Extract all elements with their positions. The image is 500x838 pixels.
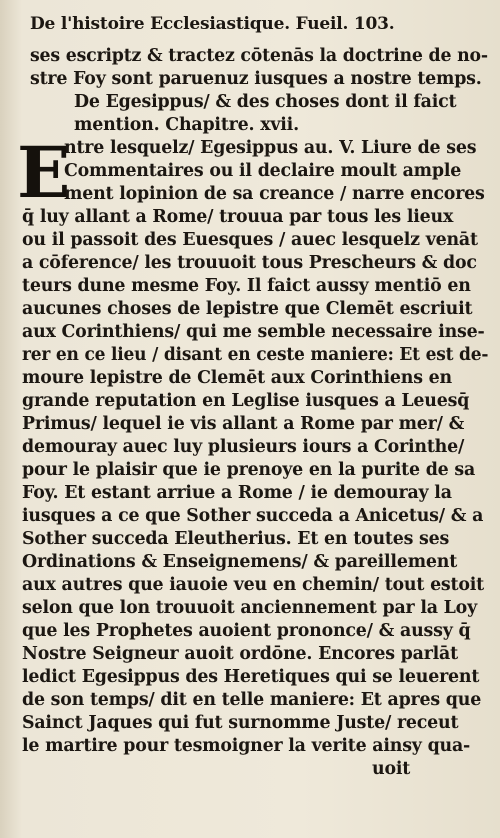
text-line: teurs dune mesme Foy. Il faict aussy mentiō en (22, 276, 471, 296)
drop-cap-initial: E (17, 131, 71, 214)
text-line: aucunes choses de lepistre que Clemēt escriuit (22, 299, 473, 319)
text-line: ou il passoit des Euesques / auec lesquelz venāt (22, 230, 478, 250)
text-line: moure lepistre de Clemēt aux Corinthiens en (22, 368, 452, 388)
text-line: Nostre Seigneur auoit ordōne. Encores parlāt (22, 644, 458, 664)
text-line: ledict Egesippus des Heretiques qui se leuerent (22, 667, 480, 687)
text-line: Commentaires ou il declaire moult ample (64, 161, 462, 181)
text-line: ntre lesquelz/ Egesippus au. V. Liure de ses (64, 138, 477, 158)
catchword: uoit (372, 759, 411, 779)
text-line: aux autres que iauoie veu en chemin/ tout estoit (22, 575, 484, 595)
text-line: aux Corinthiens/ qui me semble necessaire inse- (22, 322, 485, 342)
text-line: Sainct Jaques qui fut surnomme Juste/ receut (22, 713, 459, 733)
text-line: le martire pour tesmoigner la verite ainsy qua- (22, 736, 471, 756)
text-line: iusques a ce que Sother succeda a Anicetus/ & a (22, 506, 484, 526)
chapter-title: mention. Chapitre. xvii. (74, 115, 299, 135)
text-line: selon que lon trouuoit anciennement par la Loy (22, 598, 477, 618)
text-line: ses escriptz & tractez cōtenās la doctrine de no- (30, 46, 488, 66)
text-line: Sother succeda Eleutherius. Et en toutes ses (22, 529, 450, 549)
text-line: ment lopinion de sa creance / narre encores (64, 184, 485, 204)
text-line: de son temps/ dit en telle maniere: Et apres que (22, 690, 482, 710)
text-line: Foy. Et estant arriue a Rome / ie demouray la (22, 483, 452, 503)
text-line: Primus/ lequel ie vis allant a Rome par mer/ & (22, 414, 465, 434)
text-line: grande reputation en Leglise iusques a Leuesq̄ (22, 391, 470, 411)
running-header: De l'histoire Ecclesiastique. Fueil. 103. (30, 14, 395, 34)
text-line: pour le plaisir que ie prenoye en la purite de sa (22, 460, 476, 480)
text-line: rer en ce lieu / disant en ceste maniere: Et est de- (22, 345, 489, 365)
chapter-title: De Egesippus/ & des choses dont il faict (74, 92, 457, 112)
text-line: que les Prophetes auoient prononce/ & aussy q̄ (22, 621, 471, 641)
text-line: stre Foy sont paruenuz iusques a nostre temps. (30, 69, 482, 89)
text-line: demouray auec luy plusieurs iours a Corinthe/ (22, 437, 465, 457)
text-line: a cōference/ les trouuoit tous Prescheurs & doc (22, 253, 477, 273)
text-line: Ordinations & Enseignemens/ & pareillement (22, 552, 458, 572)
text-line: q̄ luy allant a Rome/ trouua par tous les lieux (22, 207, 454, 227)
